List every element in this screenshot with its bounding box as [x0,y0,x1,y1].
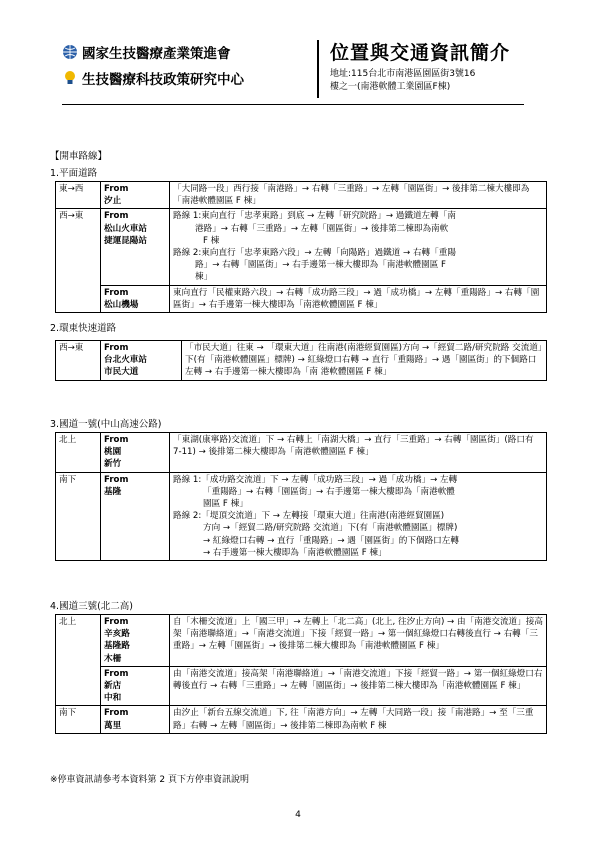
from-cell: From 汐止 [101,182,170,209]
s2-table [55,340,547,381]
page-number: 4 [295,810,301,820]
s3-table [55,432,547,561]
org2-line [62,68,244,88]
org1-line [62,42,231,62]
direction-cell: 北上 [56,433,101,473]
driving-routes-heading: 【開車路線】 [50,151,108,162]
table-row [56,341,547,381]
page-title: 位置與交通資訊簡介 [330,42,511,64]
table-row [56,209,547,285]
table-row [56,666,547,706]
from-cell: From 松山火車站 捷運昆陽站 [101,209,170,285]
table-row [56,433,547,473]
table-row [56,472,547,560]
direction-cell: 西→東 [56,341,101,381]
route-cell: 路線 1:東向直行「忠孝東路」到底 → 左轉「研究院路」→ 過鐵道左轉「南 港路」→ 右轉「三重路」→ 左轉「園區街」→ 後排第二棟即為南軟 F 棟 路線 2:東向直行「忠孝東路六段」→ 左轉「向陽路」過鐵道 → 右轉「重陽 路」→ 右轉「園區街」→ 右手邊第一棟大樓即為「南港軟體園區 F 棟」 [170,209,547,285]
route-cell: 自「木柵交流道」上「國三甲」→ 左轉上「北二高」(北上, 往汐止方向) → 由「南港交流道」接高架「南港聯絡道」→「南港交流道」下接「經貿一路」→ 第一個紅綠燈口右轉後直行 → 右轉「三重路」→ 左轉「園區街」→ 後排第二棟大樓即為「南港軟體園區 F 棟」 [170,615,547,667]
from-cell: From 新店 中和 [101,666,170,706]
from-cell: From 桃園 新竹 [101,433,170,473]
table-row [56,285,547,312]
direction-cell: 北上 [56,615,101,706]
s1-title: 1.平面道路 [50,168,98,179]
route-cell: 「市民大道」往東 → 「環東大道」往南港(南港經貿園區)方向 →「經貿二路/研究院路 交流道」下(有「南港軟體園區」標牌) → 紅綠燈口右轉 → 直行「重陽路」→ 遇「園區街」的下個路口左轉 → 右手邊第一棟大樓即為「南 港軟體園區 F 棟」 [182,341,547,381]
from-cell: From 基隆 [101,472,170,560]
table-row [56,615,547,667]
table-row [56,706,547,733]
from-cell: From 萬里 [101,706,170,733]
address [330,68,530,94]
s1-table [55,181,547,313]
direction-cell: 西→東 [56,209,101,313]
route-cell: 「大同路一段」西行接「南港路」→ 右轉「三重路」→ 左轉「園區街」→ 後排第二棟大樓即為「南港軟體園區 F 棟」 [170,182,547,209]
table-row [56,182,547,209]
from-cell: From 台北火車站 市民大道 [101,341,182,381]
route-cell: 由「南港交流道」接高架「南港聯絡道」→「南港交流道」下接「經貿一路」→ 第一個紅綠燈口右轉後直行 → 右轉「三重路」→ 左轉「園區街」→ 後排第二棟大樓即為「南港軟體園區 F 棟」 [170,666,547,706]
s4-title: 4.國道三號(北二高) [50,601,133,612]
s4-table [55,614,547,734]
from-cell: From 松山機場 [101,285,170,312]
header-divider [317,40,319,98]
parking-footnote: ※停車資訊請參考本資料第 2 頁下方停車資訊說明 [50,775,249,785]
direction-cell: 東→西 [56,182,101,209]
route-cell: 「東湖(康寧路)交流道」下 → 右轉上「南湖大橋」→ 直行「三重路」→ 右轉「園區街」(路口有 7-11) → 後排第二棟大樓即為「南港軟體園區 F 棟」 [170,433,547,473]
route-cell: 由汐止「新台五線交流道」下, 往「南港方向」→ 左轉「大同路一段」接「南港路」→ 至「三重路」右轉 → 左轉「園區街」→ 後排第二棟即為南軟 F 棟 [170,706,547,733]
direction-cell: 南下 [56,706,101,733]
org1-name: 國家生技醫療產業策進會 [82,46,231,62]
globe-logo-icon [62,44,78,60]
address-line2: 樓之一(南港軟體工業園區F棟) [330,82,451,92]
address-line1: 地址:115台北市南港區園區街3號16 [330,69,476,79]
s3-title: 3.國道一號(中山高速公路) [50,419,162,430]
route-cell: 東向直行「民權東路六段」→ 右轉「成功路三段」→ 過「成功橋」→ 左轉「重陽路」→ 右轉「園區街」→ 右手邊第一棟大樓即為「南港軟體園區 F 棟」 [170,285,547,312]
org2-name: 生技醫療科技政策研究中心 [82,72,244,88]
s2-title: 2.環東快速道路 [50,323,117,334]
direction-cell: 南下 [56,472,101,560]
page-header [62,38,532,106]
from-cell: From 辛亥路 基隆路 木柵 [101,615,170,667]
bulb-logo-icon [62,70,78,86]
header-rule [62,104,524,105]
route-cell: 路線 1:「成功路交流道」下 → 左轉「成功路三段」→ 過「成功橋」→ 左轉 「重陽路」→ 右轉「園區街」→ 右手邊第一棟大樓即為「南港軟體 園區 F 棟」 路線 2:「堤頂交流道」下 → 左轉接「環東大道」往南港(南港經貿園區) 方向 →「經貿二路/研究院路 交流道」下(有「南港軟體園區」標牌) → 紅綠燈口右轉 → 直行「重陽路」→ 遇「園區街」的下個路口左轉 → 右手邊第一棟大樓即為「南港軟體園區 F 棟」 [170,472,547,560]
